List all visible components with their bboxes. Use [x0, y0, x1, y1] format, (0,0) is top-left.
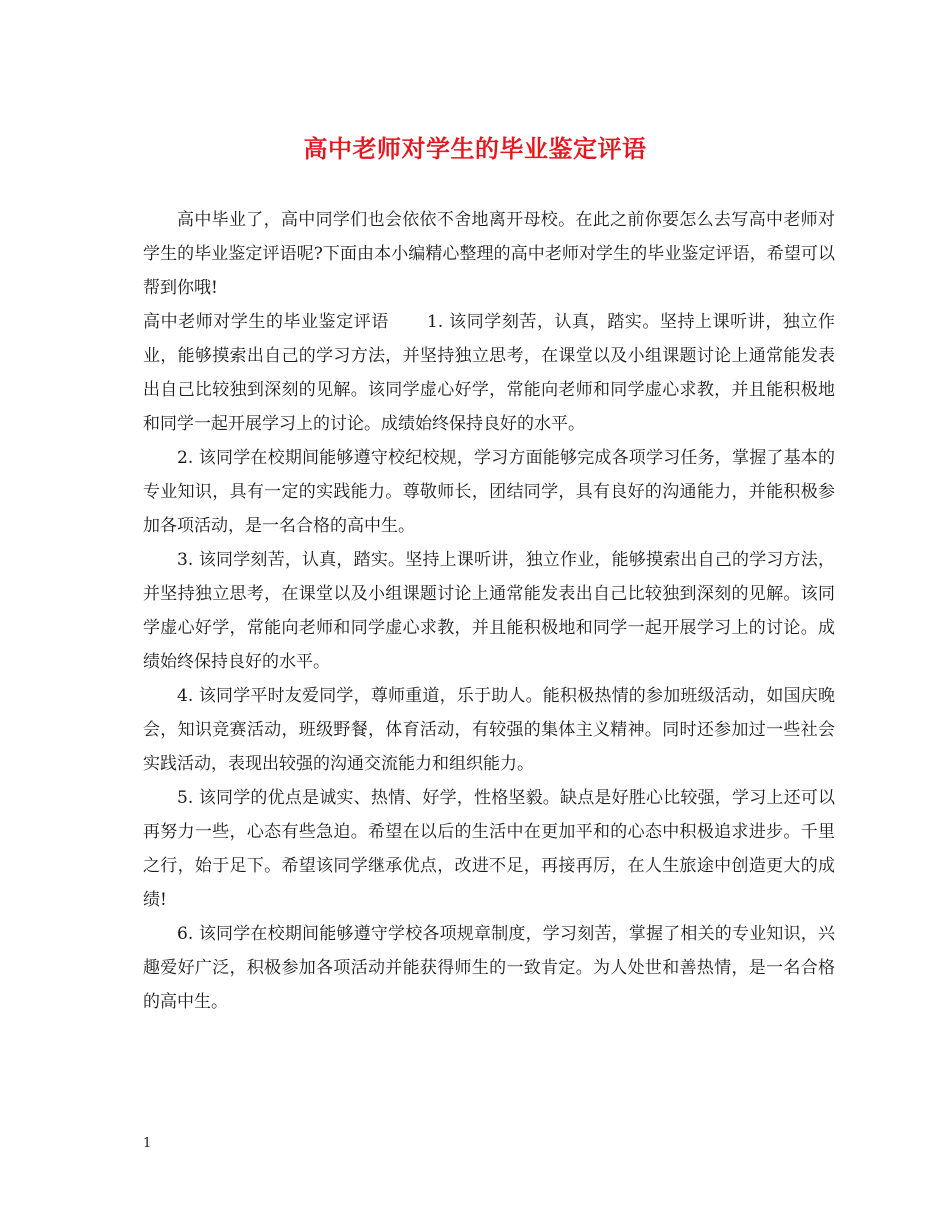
section-label: 高中老师对学生的毕业鉴定评语 — [143, 312, 389, 332]
document-title: 高中老师对学生的毕业鉴定评语 — [303, 134, 647, 163]
document-body — [143, 203, 835, 1019]
comment-item-3: 3. 该同学刻苦，认真，踏实。坚持上课听讲，独立作业，能够摸索出自己的学习方法，并坚持独立思考，在课堂以及小组课题讨论上通常能发表出自己比较独到深刻的见解。该同学虚心好学，常能向老师和同学虚心求教，并且能积极地和同学一起开展学习上的讨论。成绩始终保持良好的水平。 — [143, 550, 835, 672]
page-number: 1 — [143, 1136, 152, 1151]
intro-paragraph: 高中毕业了，高中同学们也会依依不舍地离开母校。在此之前你要怎么去写高中老师对学生的毕业鉴定评语呢?下面由本小编精心整理的高中老师对学生的毕业鉴定评语，希望可以帮到你哦! — [143, 210, 835, 298]
comment-item-5: 5. 该同学的优点是诚实、热情、好学，性格坚毅。缺点是好胜心比较强，学习上还可以再努力一些，心态有些急迫。希望在以后的生活中在更加平和的心态中积极追求进步。千里之行，始于足下。希望该同学继承优点，改进不足，再接再厉，在人生旅途中创造更大的成绩! — [143, 788, 835, 910]
comment-item-2: 2. 该同学在校期间能够遵守校纪校规，学习方面能够完成各项学习任务，掌握了基本的专业知识，具有一定的实践能力。尊敬师长，团结同学，具有良好的沟通能力，并能积极参加各项活动，是一名合格的高中生。 — [143, 448, 835, 536]
comment-item-4: 4. 该同学平时友爱同学，尊师重道，乐于助人。能积极热情的参加班级活动，如国庆晚会，知识竞赛活动，班级野餐，体育活动，有较强的集体主义精神。同时还参加过一些社会实践活动，表现出较强的沟通交流能力和组织能力。 — [143, 686, 835, 774]
comment-item-1 — [143, 305, 835, 441]
comment-item-6: 6. 该同学在校期间能够遵守学校各项规章制度，学习刻苦，掌握了相关的专业知识，兴趣爱好广泛，积极参加各项活动并能获得师生的一致肯定。为人处世和善热情，是一名合格的高中生。 — [143, 924, 835, 1012]
comment-item-1-text: 1. 该同学刻苦，认真，踏实。坚持上课听讲，独立作业，能够摸索出自己的学习方法，并坚持独立思考，在课堂以及小组课题讨论上通常能发表出自己比较独到深刻的见解。该同学虚心好学，常能向老师和同学虚心求教，并且能积极地和同学一起开展学习上的讨论。成绩始终保持良好的水平。 — [143, 312, 836, 434]
